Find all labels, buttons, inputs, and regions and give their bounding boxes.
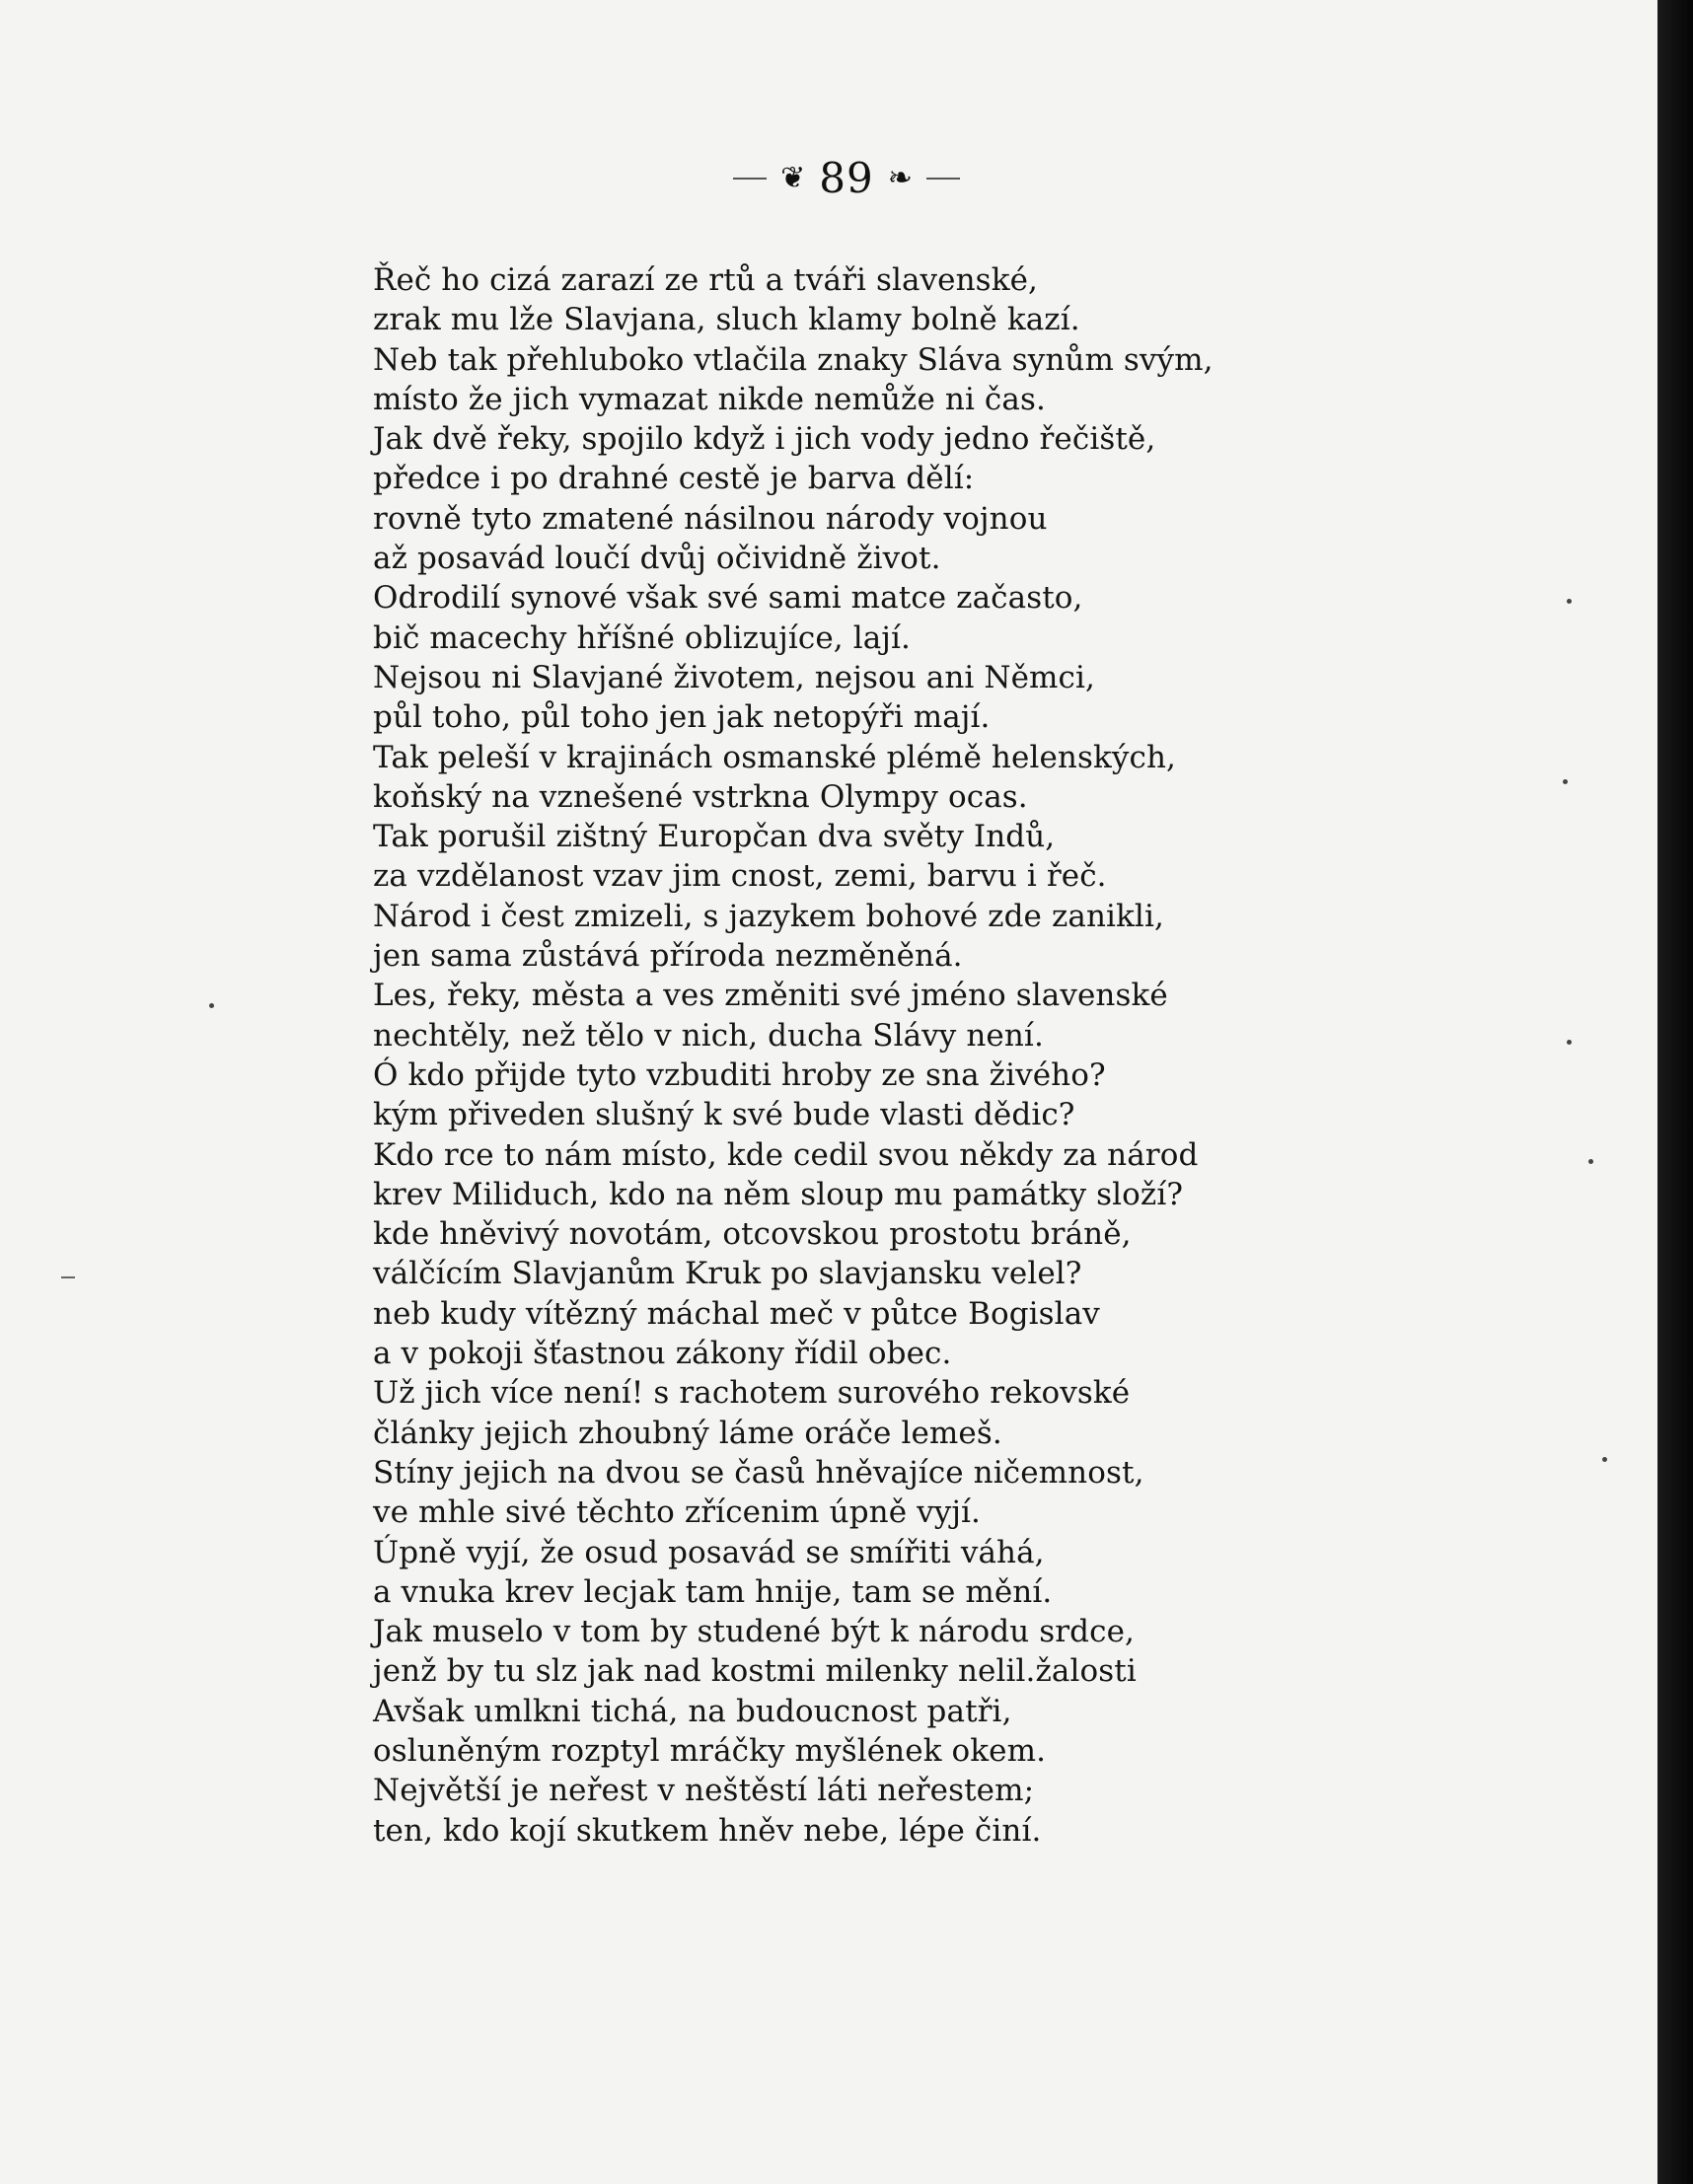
- ornament-right-icon: ❧: [887, 161, 913, 195]
- poem-line: předce i po drahné cestě je barva dělí:: [373, 461, 975, 497]
- poem-line: neb kudy vítězný máchal meč v půtce Bogislav: [373, 1295, 1100, 1332]
- poem-line: Ó kdo přijde tyto vzbuditi hroby ze sna živého?: [373, 1056, 1106, 1093]
- poem-line: Národ i čest zmizeli, s jazykem bohové zde zanikli,: [373, 898, 1164, 934]
- poem-line: a vnuka krev lecjak tam hnije, tam se mění.: [373, 1573, 1053, 1610]
- poem-line: rovně tyto zmatené násilnou národy vojnou: [373, 500, 1048, 537]
- poem-line: Les, řeky, města a ves změniti své jméno slavenské: [373, 978, 1168, 1014]
- poem-line: Tak porušil zištný Europčan dva světy Indů,: [373, 819, 1056, 855]
- poem-line: kým přiveden slušný k své bude vlasti dědic?: [373, 1097, 1075, 1133]
- poem-line: nechtěly, než tělo v nich, ducha Slávy není.: [373, 1017, 1044, 1054]
- poem-line: krev Miliduch, kdo na něm sloup mu památky složí?: [373, 1176, 1184, 1212]
- poem-line: a v pokoji šťastnou zákony řídil obec.: [373, 1336, 952, 1372]
- header-rule-right: [926, 178, 960, 180]
- header-rule-left: [733, 178, 767, 180]
- poem-line: jen sama zůstává příroda nezměněná.: [373, 938, 963, 975]
- poem-body: [373, 260, 1214, 1851]
- scan-speck: [209, 1003, 214, 1008]
- poem-line: Jak dvě řeky, spojilo když i jich vody jedno řečiště,: [373, 421, 1156, 458]
- poem-line: Největší je neřest v neštěstí láti neřestem;: [373, 1773, 1035, 1809]
- poem-line: Odrodilí synové však své sami matce začasto,: [373, 580, 1083, 617]
- page-header: [0, 154, 1693, 202]
- page-edge-shadow: [1657, 0, 1693, 2184]
- scan-speck: [1567, 599, 1572, 604]
- poem-line: půl toho, půl toho jen jak netopýři mají.: [373, 699, 991, 736]
- poem-line: Už jich více není! s rachotem surového rekovské: [373, 1375, 1131, 1412]
- scan-speck: [1602, 1457, 1607, 1462]
- poem-line: články jejich zhoubný láme oráče lemeš.: [373, 1415, 1002, 1451]
- poem-line: osluněným rozptyl mráčky myšlének okem.: [373, 1732, 1047, 1769]
- poem-line: Nejsou ni Slavjané životem, nejsou ani Němci,: [373, 659, 1095, 695]
- poem-line: zrak mu lže Slavjana, sluch klamy bolně kazí.: [373, 302, 1080, 338]
- poem-line: až posavád loučí dvůj očividně život.: [373, 541, 941, 577]
- poem-line: ten, kdo kojí skutkem hněv nebe, lépe činí.: [373, 1812, 1042, 1849]
- poem-line: Úpně vyjí, že osud posavád se smířiti váhá,: [373, 1534, 1045, 1570]
- poem-line: Neb tak přehluboko vtlačila znaky Sláva synům svým,: [373, 341, 1214, 378]
- poem-line: koňský na vznešené vstrkna Olympy ocas.: [373, 778, 1028, 815]
- poem-line: bič macechy hříšné oblizujíce, lají.: [373, 619, 911, 656]
- ornament-left-icon: ❦: [780, 161, 806, 195]
- scan-speck: [1588, 1159, 1593, 1164]
- poem-line: kde hněvivý novotám, otcovskou prostotu bráně,: [373, 1216, 1132, 1253]
- poem-line: Tak peleší v krajinách osmanské plémě helenských,: [373, 739, 1176, 775]
- poem-line: Avšak umlkni tichá, na budoucnost patři,: [373, 1693, 1012, 1729]
- poem-line: Řeč ho cizá zarazí ze rtů a tváři slavenské,: [373, 262, 1038, 298]
- poem-line: Kdo rce to nám místo, kde cedil svou někdy za národ: [373, 1136, 1199, 1173]
- poem-line: Stíny jejich na dvou se časů hněvajíce ničemnost,: [373, 1454, 1144, 1491]
- poem-line: ve mhle sivé těchto zřícenim úpně vyjí.: [373, 1494, 982, 1531]
- scan-speck: [1567, 1040, 1572, 1045]
- page-number: 89: [819, 154, 874, 202]
- scan-speck: [1563, 779, 1568, 784]
- poem-line: Jak muselo v tom by studené být k národu srdce,: [373, 1614, 1135, 1650]
- poem-line: za vzdělanost vzav jim cnost, zemi, barvu i řeč.: [373, 858, 1107, 895]
- poem-line: jenž by tu slz jak nad kostmi milenky nelil.žalosti: [373, 1653, 1137, 1690]
- poem-line: válčícím Slavjanům Kruk po slavjansku velel?: [373, 1256, 1082, 1292]
- poem-line: místo že jich vymazat nikde nemůže ni čas.: [373, 381, 1046, 417]
- scan-mark: [61, 1276, 75, 1278]
